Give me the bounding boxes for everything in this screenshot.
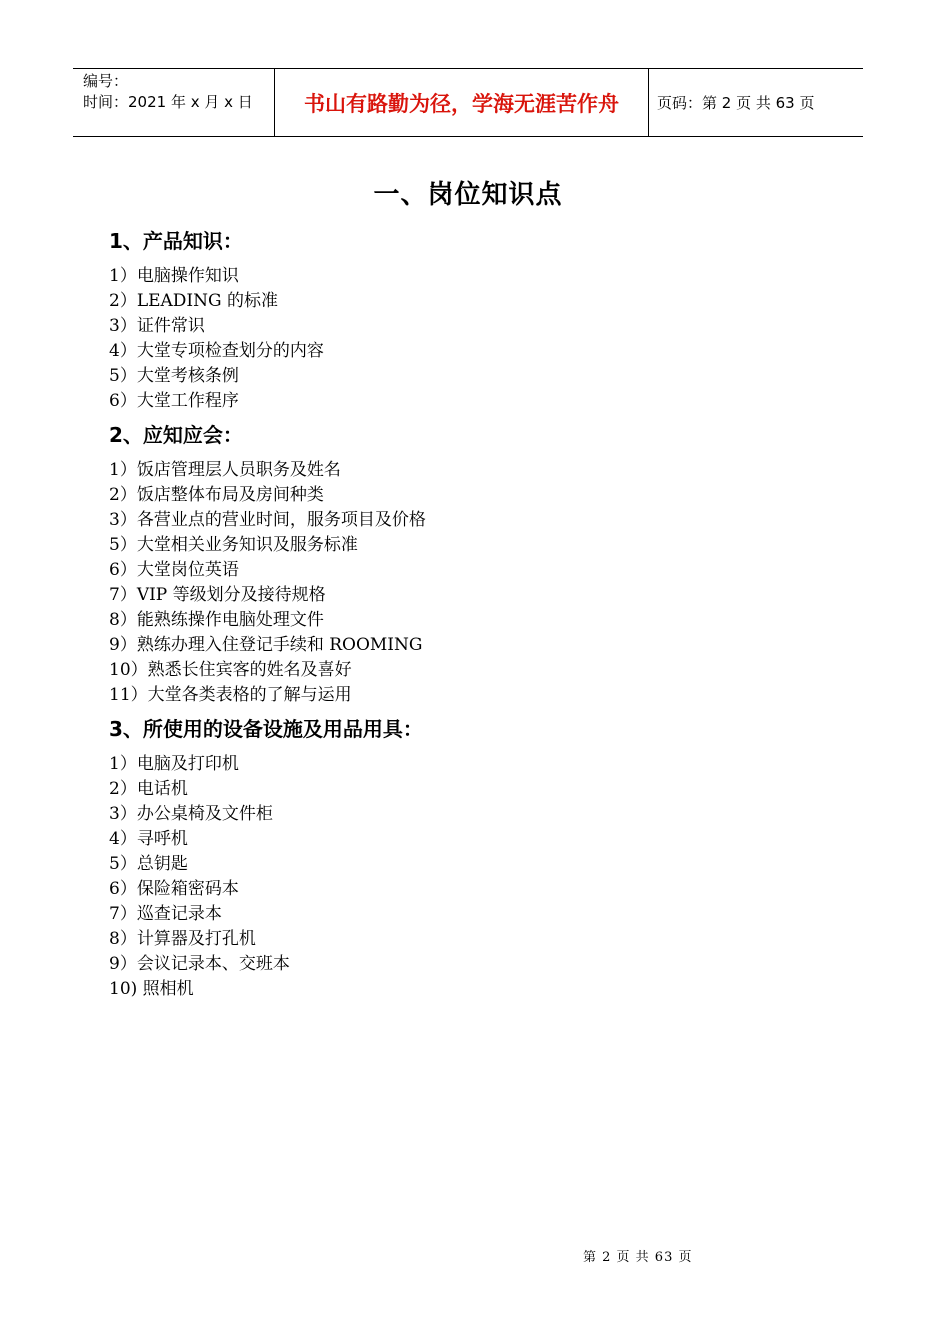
- list-item: 5）总钥匙: [109, 854, 188, 874]
- list-item: 9）会议记录本、交班本: [109, 954, 290, 974]
- section-equipment: [109, 716, 829, 1002]
- list-item: 1）饭店管理层人员职务及姓名: [109, 460, 341, 480]
- page-title: 一、岗位知识点: [373, 180, 563, 210]
- list-item: 10) 照相机: [109, 979, 194, 999]
- list-item: 11）大堂各类表格的了解与运用: [109, 685, 352, 705]
- list-item: 1）电脑操作知识: [109, 266, 239, 286]
- page-footer: 第 2 页 共 63 页: [583, 1250, 693, 1265]
- list-item: 7）VIP 等级划分及接待规格: [109, 585, 326, 605]
- document-body: [109, 228, 829, 1010]
- item-list: [109, 752, 829, 1002]
- list-item: 4）寻呼机: [109, 829, 188, 849]
- page-header: [73, 68, 863, 137]
- list-item: 1）电脑及打印机: [109, 754, 239, 774]
- list-item: 6）保险箱密码本: [109, 879, 239, 899]
- list-item: 7）巡查记录本: [109, 904, 222, 924]
- number-label: 编号：: [83, 72, 129, 90]
- list-item: 2）电话机: [109, 779, 188, 799]
- list-item: 5）大堂考核条例: [109, 366, 239, 386]
- header-left-cell: [73, 69, 275, 136]
- section-heading: 1、产品知识：: [109, 229, 243, 253]
- list-item: 4）大堂专项检查划分的内容: [109, 341, 324, 361]
- item-list: [109, 264, 829, 414]
- list-item: 2）LEADING 的标准: [109, 291, 278, 311]
- list-item: 6）大堂岗位英语: [109, 560, 239, 580]
- section-heading: 2、应知应会：: [109, 423, 243, 447]
- list-item: 8）能熟练操作电脑处理文件: [109, 610, 324, 630]
- list-item: 10）熟悉长住宾客的姓名及喜好: [109, 660, 352, 680]
- list-item: 6）大堂工作程序: [109, 391, 239, 411]
- header-page-info: 页码：第 2 页 共 63 页: [657, 94, 815, 112]
- time-label: 时间：2021 年 x 月 x 日: [83, 93, 253, 111]
- section-must-know: [109, 422, 829, 708]
- list-item: 9）熟练办理入住登记手续和 ROOMING: [109, 635, 423, 655]
- item-list: [109, 458, 829, 708]
- list-item: 3）各营业点的营业时间，服务项目及价格: [109, 510, 426, 530]
- section-product-knowledge: [109, 228, 829, 414]
- list-item: 3）办公桌椅及文件柜: [109, 804, 273, 824]
- list-item: 8）计算器及打孔机: [109, 929, 256, 949]
- list-item: 3）证件常识: [109, 316, 205, 336]
- section-heading: 3、所使用的设备设施及用品用具：: [109, 717, 423, 741]
- header-motto: 书山有路勤为径，学海无涯苦作舟: [275, 69, 649, 136]
- list-item: 5）大堂相关业务知识及服务标准: [109, 535, 358, 555]
- list-item: 2）饭店整体布局及房间种类: [109, 485, 324, 505]
